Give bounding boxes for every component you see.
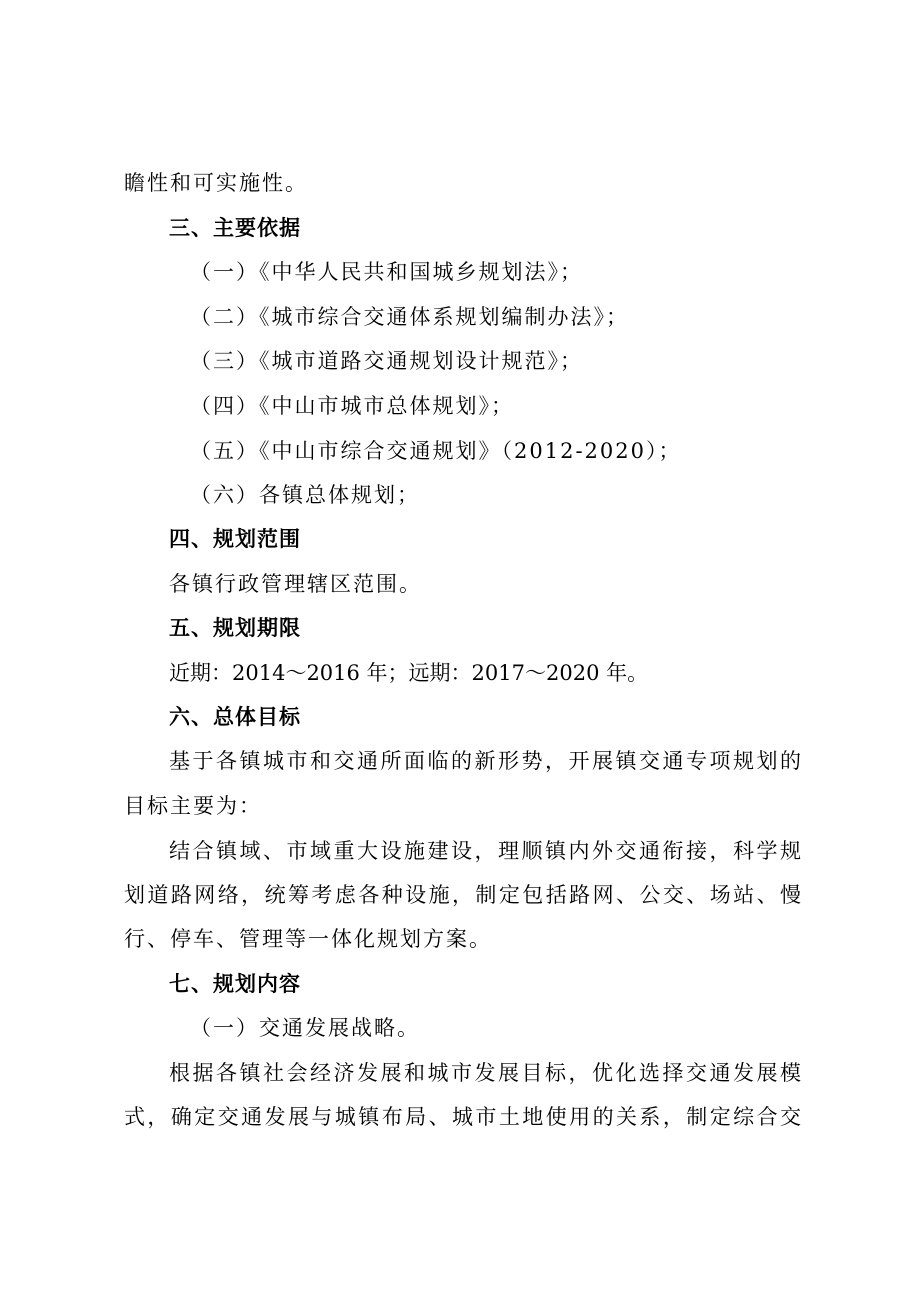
period-text: 近期：2014～2016 年；远期：2017～2020 年。 [169, 661, 649, 685]
scope-text: 各镇行政管理辖区范围。 [169, 572, 422, 596]
basis-item-1: （一）《中华人民共和国城乡规划法》； [190, 260, 583, 284]
content-paragraph-line-2: 式，确定交通发展与城镇布局、城市土地使用的关系，制定综合交 [124, 1105, 801, 1129]
goal-paragraph2-line-3: 行、停车、管理等一体化规划方案。 [124, 927, 492, 951]
paragraph-continuation: 瞻性和可实施性。 [124, 171, 308, 195]
basis-item-2: （二）《城市综合交通体系规划编制办法》； [190, 305, 629, 329]
goal-paragraph2-line-1: 结合镇域、市域重大设施建设，理顺镇内外交通衔接，科学规 [169, 839, 801, 863]
section-heading-scope: 四、规划范围 [169, 527, 301, 551]
section-heading-main-basis: 三、主要依据 [169, 216, 301, 240]
section-heading-goal: 六、总体目标 [169, 705, 301, 729]
section-heading-content: 七、规划内容 [169, 972, 301, 996]
goal-paragraph2-line-2: 划道路网络，统筹考虑各种设施，制定包括路网、公交、场站、慢 [124, 883, 801, 907]
basis-item-5: （五）《中山市综合交通规划》（2012-2020）； [190, 439, 682, 463]
content-item-1: （一）交通发展战略。 [190, 1016, 420, 1040]
goal-paragraph-line-2: 目标主要为： [124, 794, 262, 818]
section-heading-period: 五、规划期限 [169, 616, 301, 640]
basis-item-6: （六）各镇总体规划； [190, 483, 420, 507]
content-paragraph-line-1: 根据各镇社会经济发展和城市发展目标，优化选择交通发展模 [169, 1061, 801, 1085]
basis-item-3: （三）《城市道路交通规划设计规范》； [190, 349, 583, 373]
goal-paragraph-line-1: 基于各镇城市和交通所面临的新形势，开展镇交通专项规划的 [169, 749, 801, 773]
basis-item-4: （四）《中山市城市总体规划》； [190, 394, 514, 418]
